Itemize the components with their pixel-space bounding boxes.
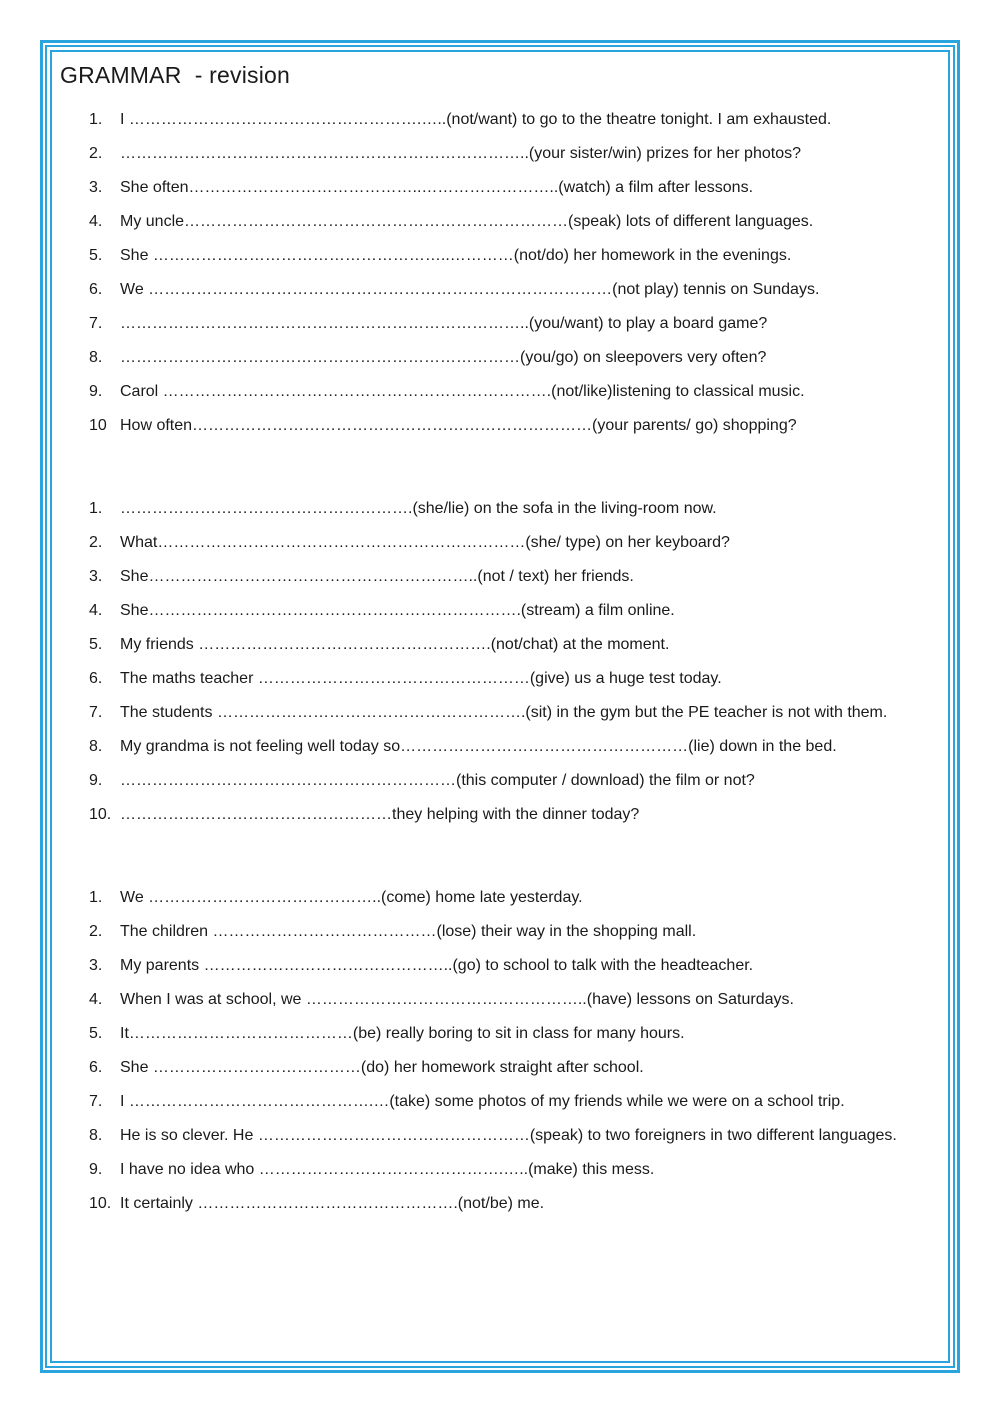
item-number: 5. xyxy=(89,247,103,264)
item-text: My friends ……………………………………………….(not/chat) at the moment. xyxy=(120,636,670,653)
list-item xyxy=(0,770,1000,804)
list-item xyxy=(0,143,1000,177)
item-number: 10. xyxy=(89,806,112,823)
item-text: My parents ………………………………………..(go) to school to talk with the headteacher. xyxy=(120,957,754,974)
list-item xyxy=(0,415,1000,449)
item-text: …………………………………………………………………(you/go) on sleepovers very often? xyxy=(120,349,767,366)
list-item xyxy=(0,921,1000,955)
list-item xyxy=(0,313,1000,347)
list-item xyxy=(0,498,1000,532)
list-item xyxy=(0,1023,1000,1057)
item-number: 2. xyxy=(89,534,103,551)
list-item xyxy=(0,955,1000,989)
item-number: 8. xyxy=(89,1127,103,1144)
item-text: …………………………………………………………………..(you/want) to play a board game? xyxy=(120,315,768,332)
list-item xyxy=(0,600,1000,634)
item-number: 8. xyxy=(89,349,103,366)
item-number: 7. xyxy=(89,315,103,332)
item-number: 2. xyxy=(89,923,103,940)
list-item xyxy=(0,566,1000,600)
list-item xyxy=(0,668,1000,702)
list-item xyxy=(0,109,1000,143)
item-number: 5. xyxy=(89,1025,103,1042)
item-text: She …………………………………(do) her homework straight after school. xyxy=(120,1059,644,1076)
item-text: What……………………………………………………………(she/ type) on her keyboard? xyxy=(120,534,730,551)
item-number: 2. xyxy=(89,145,103,162)
item-number: 7. xyxy=(89,704,103,721)
item-text: The children ……………………………………(lose) their way in the shopping mall. xyxy=(120,923,697,940)
list-item xyxy=(0,1091,1000,1125)
item-text: It……………………………………(be) really boring to sit in class for many hours. xyxy=(120,1025,685,1042)
exercise-present-continuous xyxy=(0,498,1000,838)
item-number: 6. xyxy=(89,1059,103,1076)
list-item xyxy=(0,1193,1000,1227)
list-item xyxy=(0,279,1000,313)
item-text: He is so clever. He ……………………………………………(speak) to two foreigners in two different languages. xyxy=(120,1127,897,1144)
list-item xyxy=(0,347,1000,381)
list-item xyxy=(0,211,1000,245)
page-title: GRAMMAR - revision xyxy=(60,62,290,88)
list-item xyxy=(0,887,1000,921)
item-number: 4. xyxy=(89,602,103,619)
item-number: 4. xyxy=(89,991,103,1008)
item-number: 3. xyxy=(89,957,103,974)
item-number: 9. xyxy=(89,383,103,400)
item-text: I ……………………………………….…(take) some photos of my friends while we were on a school trip. xyxy=(120,1093,845,1110)
item-text: She often……………………………………..……………………..(watch) a film after lessons. xyxy=(120,179,754,196)
item-text: Carol ……………………………………………………………….(not/like)listening to classical music. xyxy=(120,383,805,400)
item-text: She…………………………………………………………….(stream) a film online. xyxy=(120,602,675,619)
item-text: How often…………………………………………………………………(your parents/ go) shopping? xyxy=(120,417,797,434)
item-number: 6. xyxy=(89,670,103,687)
list-item xyxy=(0,1057,1000,1091)
item-text: The maths teacher ……………………………………………(give) us a huge test today. xyxy=(120,670,722,687)
item-number: 8. xyxy=(89,738,103,755)
item-text: I have no idea who ……………………………………….…..(make) this mess. xyxy=(120,1161,655,1178)
list-item xyxy=(0,381,1000,415)
item-text: My uncle………………………………………………………………(speak) lots of different languages. xyxy=(120,213,814,230)
item-number: 3. xyxy=(89,179,103,196)
item-text: She ………………………………………………..…………(not/do) her homework in the evenings. xyxy=(120,247,792,264)
item-text: ……………………………………………….(she/lie) on the sofa in the living-room now. xyxy=(120,500,717,517)
list-item xyxy=(0,1125,1000,1159)
list-item xyxy=(0,702,1000,736)
item-number: 1. xyxy=(89,889,103,906)
item-number: 4. xyxy=(89,213,103,230)
item-text: …………………………………………………………………..(your sister/win) prizes for her photos? xyxy=(120,145,801,162)
item-number: 9. xyxy=(89,1161,103,1178)
item-number: 1. xyxy=(89,111,103,128)
list-item xyxy=(0,1159,1000,1193)
item-number: 9. xyxy=(89,772,103,789)
item-text: My grandma is not feeling well today so………………………………………………(lie) down in the bed. xyxy=(120,738,837,755)
item-number: 10. xyxy=(89,1195,112,1212)
item-text: She……………………………………………………..(not / text) her friends. xyxy=(120,568,634,585)
exercise-past-simple xyxy=(0,887,1000,1227)
item-text: ………………………………………………………(this computer / download) the film or not? xyxy=(120,772,755,789)
exercise-present-simple xyxy=(0,109,1000,449)
item-number: 5. xyxy=(89,636,103,653)
list-item xyxy=(0,177,1000,211)
item-text: The students ………………………………………………….(sit) in the gym but the PE teacher is not with them. xyxy=(120,704,888,721)
list-item xyxy=(0,532,1000,566)
list-item xyxy=(0,989,1000,1023)
item-text: We ……………………………………..(come) home late yesterday. xyxy=(120,889,583,906)
item-number: 1. xyxy=(89,500,103,517)
list-item xyxy=(0,245,1000,279)
item-number: 10 xyxy=(89,417,107,434)
list-item xyxy=(0,804,1000,838)
item-text: When I was at school, we ……………………………………………..(have) lessons on Saturdays. xyxy=(120,991,794,1008)
item-text: ……………………………………………they helping with the dinner today? xyxy=(120,806,640,823)
item-number: 6. xyxy=(89,281,103,298)
list-item xyxy=(0,634,1000,668)
item-number: 7. xyxy=(89,1093,103,1110)
item-text: I ……………………………………………….…..(not/want) to go to the theatre tonight. I am exhausted. xyxy=(120,111,832,128)
list-item xyxy=(0,736,1000,770)
item-number: 3. xyxy=(89,568,103,585)
item-text: It certainly ………………………………………….(not/be) me. xyxy=(120,1195,545,1212)
item-text: We ……………………………………………………………………………(not play) tennis on Sundays. xyxy=(120,281,820,298)
